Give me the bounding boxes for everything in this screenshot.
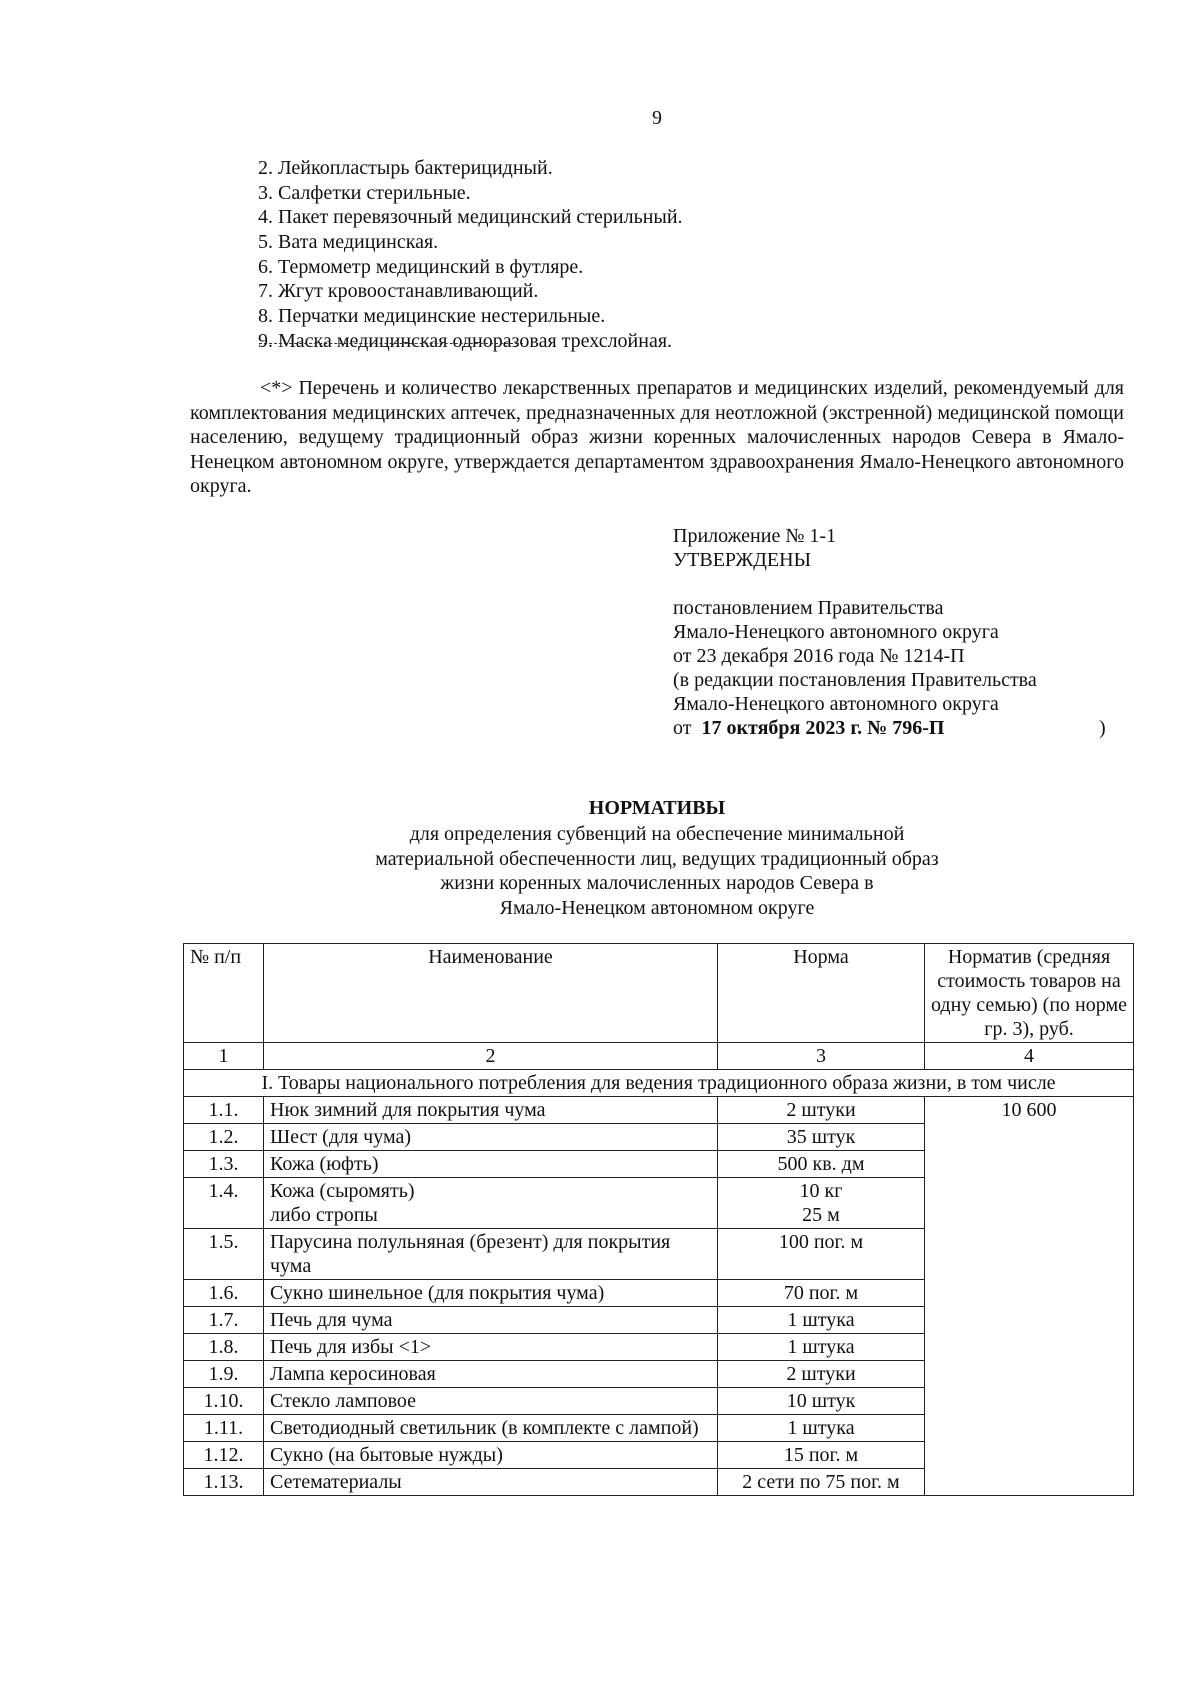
row-name: Сетематериалы: [264, 1469, 718, 1496]
row-number: 1.3.: [184, 1151, 264, 1178]
row-name: Светодиодный светильник (в комплекте с лампой): [264, 1415, 718, 1442]
row-name: Кожа (юфть): [264, 1151, 718, 1178]
row-name: Нюк зимний для покрытия чума: [264, 1097, 718, 1124]
row-name-line: либо стропы: [270, 1204, 378, 1226]
table-header-row: [184, 944, 1134, 1043]
list-item: 7. Жгут кровоостанавливающий.: [258, 280, 539, 303]
header-standard: Норматив (средняя стоимость товаров на одну семью) (по норме гр. 3), руб.: [925, 944, 1134, 1043]
row-number: 1.11.: [184, 1415, 264, 1442]
row-number: 1.6.: [184, 1280, 264, 1307]
row-name: Стекло ламповое: [264, 1388, 718, 1415]
list-item: 9. Маска медицинская одноразовая трехслойная.: [258, 329, 673, 352]
header-norm: Норма: [718, 944, 925, 1043]
list-item: 2. Лейкопластырь бактерицидный.: [258, 157, 553, 179]
footnote-separator: [259, 343, 523, 344]
approval-line: от 23 декабря 2016 года № 1214-П: [673, 645, 965, 667]
section-standard-value: 10 600: [925, 1097, 1134, 1496]
row-number: 1.1.: [184, 1097, 264, 1124]
row-norm: 2 штуки: [718, 1097, 925, 1124]
subtitle-line: Ямало-Ненецком автономном округе: [499, 896, 815, 919]
row-number: 1.13.: [184, 1469, 264, 1496]
subtitle-line: жизни коренных малочисленных народов Севера в: [440, 872, 874, 894]
row-name: [264, 1178, 718, 1229]
column-number-row: [184, 1043, 1134, 1070]
annex-label: Приложение № 1-1: [673, 525, 837, 547]
row-norm: 35 штук: [718, 1124, 925, 1151]
amendment-date: 17 октября 2023 г. № 796-П: [701, 717, 945, 739]
list-item: 3. Салфетки стерильные.: [258, 181, 471, 204]
column-number: 3: [718, 1043, 925, 1070]
norms-table: [183, 943, 1134, 1496]
row-norm: [718, 1178, 925, 1229]
row-norm-line: 10 кг: [799, 1180, 843, 1202]
row-name: Сукно шинельное (для покрытия чума): [264, 1280, 718, 1307]
row-name: Сукно (на бытовые нужды): [264, 1442, 718, 1469]
row-number: 1.5.: [184, 1229, 264, 1280]
row-name: Шест (для чума): [264, 1124, 718, 1151]
approval-line: постановлением Правительства: [673, 597, 944, 619]
row-name: Парусина полульняная (брезент) для покрытия чума: [264, 1229, 718, 1280]
row-norm: 15 пог. м: [718, 1442, 925, 1469]
approval-line: Ямало-Ненецкого автономного округа: [673, 621, 999, 643]
row-number: 1.9.: [184, 1361, 264, 1388]
page-number: 9: [652, 107, 662, 129]
row-norm: 2 сети по 75 пог. м: [718, 1469, 925, 1496]
header-number: № п/п: [184, 944, 264, 1043]
subtitle-line: для определения субвенций на обеспечение минимальной: [409, 823, 905, 845]
document-subtitle: [0, 822, 1200, 920]
row-norm: 70 пог. м: [718, 1280, 925, 1307]
row-name: Печь для чума: [264, 1307, 718, 1334]
row-norm: 1 штука: [718, 1307, 925, 1334]
header-name: Наименование: [264, 944, 718, 1043]
row-norm: 2 штуки: [718, 1361, 925, 1388]
list-item: 5. Вата медицинская.: [258, 231, 439, 254]
row-number: 1.12.: [184, 1442, 264, 1469]
section-row: [184, 1070, 1134, 1097]
row-norm: 500 кв. дм: [718, 1151, 925, 1178]
row-norm-line: 25 м: [802, 1204, 840, 1226]
footnote: <*> Перечень и количество лекарственных препаратов и медицинских изделий, рекомендуемый для комплектования медицинских аптечек, предназначенных для неотложной (экстренной) медицинской помощи населению, ведущему традиционный образ жизни коренных малочисленных народов Севера в Ямало-Ненецком автономном округе, утверждается департаментом здравоохранения Ямало-Ненецкого автономного округа.: [190, 377, 1124, 497]
approval-block: [673, 524, 1113, 740]
row-name: Печь для избы <1>: [264, 1334, 718, 1361]
document-title: НОРМАТИВЫ: [588, 797, 726, 819]
row-norm: 1 штука: [718, 1334, 925, 1361]
approved-label: УТВЕРЖДЕНЫ: [673, 549, 812, 571]
section-title: I. Товары национального потребления для ведения традиционного образа жизни, в том числе: [184, 1070, 1134, 1097]
row-number: 1.8.: [184, 1334, 264, 1361]
row-norm: 100 пог. м: [718, 1229, 925, 1280]
row-norm: 10 штук: [718, 1388, 925, 1415]
column-number: 2: [264, 1043, 718, 1070]
medical-items-list: [258, 156, 683, 354]
list-item: 4. Пакет перевязочный медицинский стерильный.: [258, 206, 683, 229]
row-number: 1.10.: [184, 1388, 264, 1415]
column-number: 1: [184, 1043, 264, 1070]
list-item: 6. Термометр медицинский в футляре.: [258, 255, 584, 278]
closing-paren: ): [1099, 717, 1106, 739]
row-number: 1.7.: [184, 1307, 264, 1334]
row-norm: 1 штука: [718, 1415, 925, 1442]
subtitle-line: материальной обеспеченности лиц, ведущих традиционный образ: [375, 847, 939, 870]
table-row: [184, 1097, 1134, 1124]
row-number: 1.2.: [184, 1124, 264, 1151]
list-item: 8. Перчатки медицинские нестерильные.: [258, 305, 606, 328]
row-name-line: Кожа (сыромять): [270, 1180, 415, 1202]
approval-line: (в редакции постановления Правительства: [673, 669, 1037, 691]
amendment-date-line: [673, 716, 1113, 740]
row-name: Лампа керосиновая: [264, 1361, 718, 1388]
amendment-prefix: от: [673, 717, 692, 739]
row-number: 1.4.: [184, 1178, 264, 1229]
column-number: 4: [925, 1043, 1134, 1070]
approval-line: Ямало-Ненецкого автономного округа: [673, 693, 999, 715]
